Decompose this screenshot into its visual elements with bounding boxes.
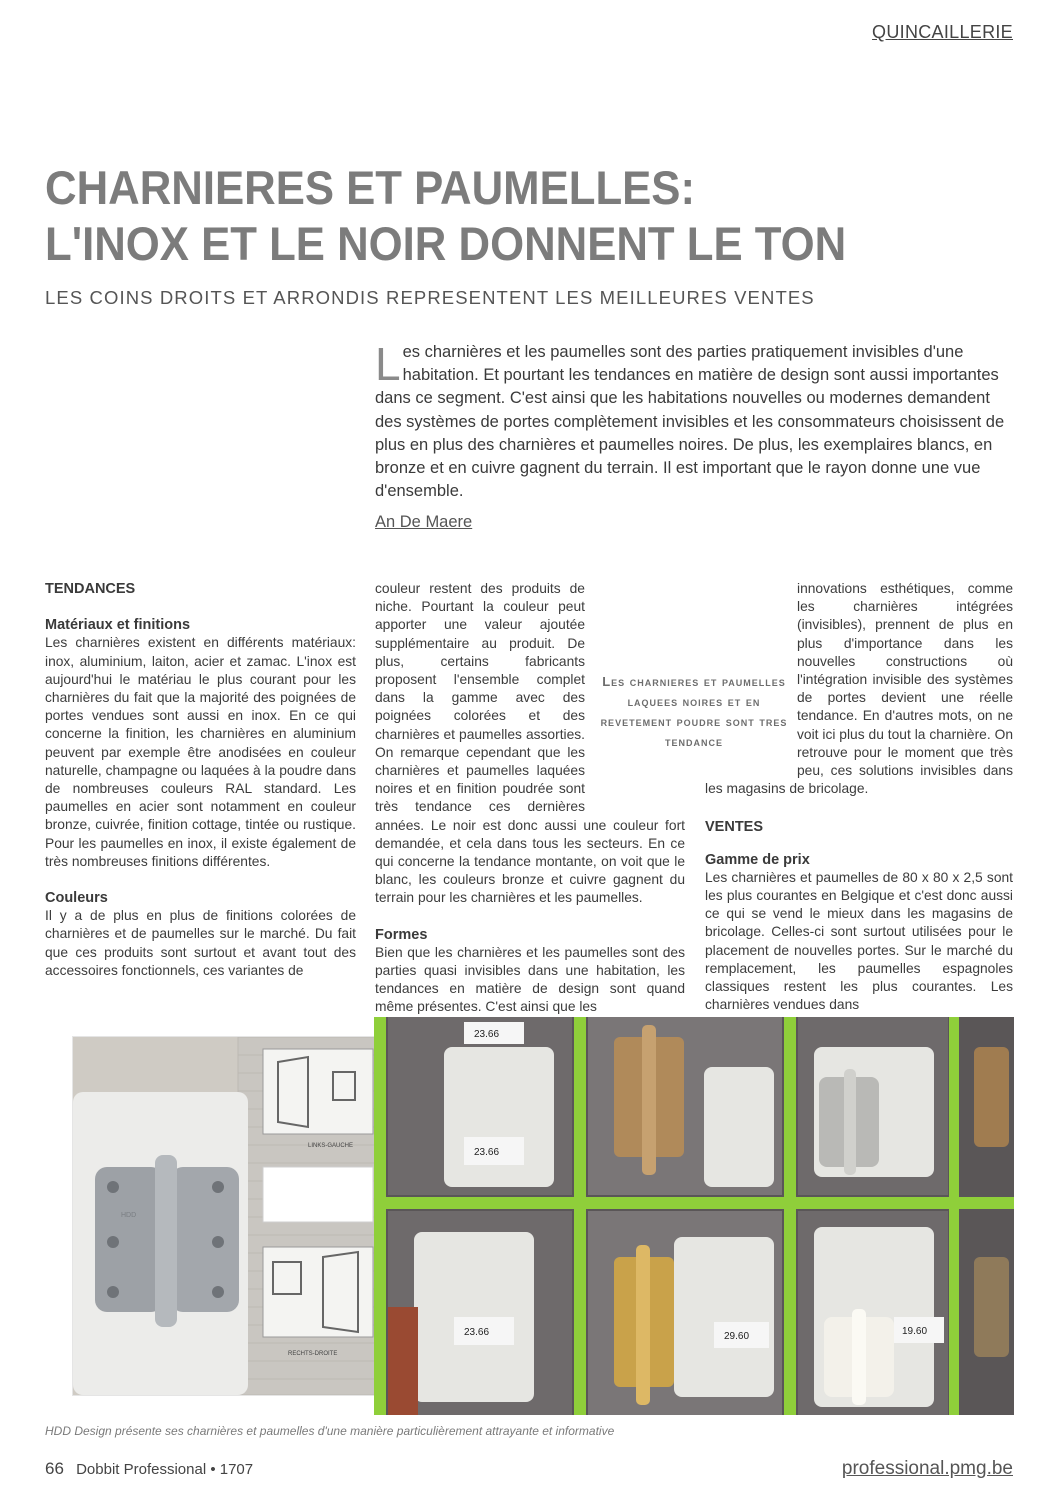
silver-hinge-icon [819, 1069, 879, 1175]
price-tag-5: 19.60 [902, 1326, 928, 1337]
paragraph-gamme-prix: Les charnières et paumelles de 80 x 80 x 2,5 sont les plus courantes en Belgique et c'est donc aussi ce qui se vend le mieux dans les magasins de bricolage. Celles-ci sont surtout utilisées pour le placement de nouvelles portes. Sur le marché du remplacement, les paumelles espagnoles classiques restent les plus courantes. Les charnières vendues dans [705, 869, 1013, 1013]
pull-quote: Les charnieres et paumelles laquees noires et en revetement poudre sont tres tendance [600, 674, 788, 749]
website-link[interactable]: professional.pmg.be [841, 1458, 1013, 1479]
paragraph-materiaux: Les charnières existent en différents matériaux: inox, aluminium, laiton, acier et zamac. L'inox est aujourd'hui le matériau le plus courant pour les charnières du fait que la majorité des poignées de portes vendues sont aussi en inox. En ce qui concerne la finition, les charnières en aluminium peuvent par exemple être anodisées en couleur naturelle, champagne ou laquées à la poudre dans de nombreuses couleurs RAL standard. Les paumelles en acier sont notamment en couleur bronze, cuivrée, finition cottage, tintée ou rustique. Pour les paumelles en inox, il existe également de très nombreuses finitions différentes. [45, 635, 356, 869]
column-1 [45, 580, 356, 980]
subheading-formes: Formes [375, 926, 428, 943]
publication-name: Dobbit Professional • 1707 [76, 1461, 254, 1478]
photo-hinge-display [72, 1036, 384, 1396]
title-line-2: L'INOX ET LE NOIR DONNENT LE TON [45, 217, 847, 270]
hinge-brand: HDD [121, 1212, 137, 1219]
bronze-hinge-icon [614, 1025, 684, 1175]
author-link[interactable]: An De Maere [375, 513, 473, 531]
price-label-blank [263, 1167, 373, 1222]
dropcap: L [375, 338, 401, 390]
price-tag-2: 23.66 [474, 1147, 500, 1158]
price-tag-4: 29.60 [724, 1331, 750, 1342]
subheading-materiaux: Matériaux et finitions [45, 617, 191, 634]
copper-hinge-icon [388, 1307, 418, 1415]
price-tag-3: 23.66 [464, 1327, 490, 1338]
page-title [45, 160, 938, 272]
subheading-couleurs: Couleurs [45, 890, 108, 907]
paragraph-couleur-suite: couleur restent des produits de niche. Pourtant la couleur peut apporter une valeur ajoutée supplémentaire au produit. De plus, certains fabricants proposent l'ensemble complet dans la gamme avec des poignées colorées et des charnières et paumelles assorties. On remarque cependant que les charnières et paumelles laquées noires et en finition poudrée sont très tendance ces dernières années. Le noir est donc aussi une couleur fort demandée, et cela dans tous les secteurs. En ce qui concerne la tendance montante, on voit que le blanc, les couleurs bronze et cuivre gagnent du terrain pour les charnières et les paumelles. [375, 581, 685, 906]
intro-text: es charnières et les paumelles sont des parties pratiquement invisibles d'une habitation. Et pourtant les tendances en matière de design sont aussi importantes dans ce segment. C'est ainsi que les habitations nouvelles ou modernes demandent des systèmes de portes complètement invisibles et les consommateurs choisissent de plus en plus des charnières et paumelles noires. De plus, les exemplaires blancs, en bronze et en cuivre gagnent du terrain. Il est important que le rayon donne une vue d'ensemble. [375, 343, 1005, 501]
paragraph-couleurs: Il y a de plus en plus de finitions colorées de charnières et de paumelles sur le marché. Du fait que ces produits sont surtout et avant tout des accessoires fonctionnels, ces variantes de [45, 908, 356, 978]
page-number: 66 [45, 1459, 64, 1478]
hinge-display-illustration [73, 1037, 383, 1395]
price-tag-1: 23.66 [474, 1029, 500, 1040]
label-links-gauche: LINKS-GAUCHE [308, 1143, 354, 1149]
paragraph-formes: Bien que les charnières et les paumelles sont des parties quasi invisibles dans une habitation, les tendances en matière de design sont quand même présentes. C'est ainsi que les [375, 944, 685, 1015]
white-hinge-icon [824, 1309, 894, 1405]
section-label[interactable]: QUINCAILLERIE [872, 22, 1013, 42]
hinge-wall-illustration [374, 1017, 1014, 1415]
column-2 [375, 580, 685, 1017]
pullquote-wrap-space-3 [705, 635, 797, 775]
door-diagram-bottom [263, 1247, 373, 1337]
subheading-gamme-prix: Gamme de prix [705, 851, 810, 868]
photo-caption: HDD Design présente ses charnières et paumelles d'une manière particulièrement attrayante et informative [45, 1424, 615, 1438]
section-heading-ventes: VENTES [705, 819, 764, 836]
paragraph-innovations: innovations esthétiques, comme les charnières intégrées (invisibles), prennent de plus en plus d'importance dans les nouvelles constructions où l'intégration invisible des systèmes de portes devient une réelle tendance. En d'autres mots, on ne voit ici plus du tout la charnière. On retrouve pour le moment que très peu, ces solutions invisibles dans les magasins de bricolage. [705, 581, 1013, 797]
photo-hinge-wall [374, 1017, 1014, 1415]
intro-paragraph [375, 338, 1010, 503]
label-rechts-droite: RECHTS-DROITE [288, 1351, 338, 1357]
subtitle: LES COINS DROITS ET ARRONDIS REPRESENTENT LES MEILLEURES VENTES [45, 287, 815, 308]
column-3 [705, 580, 1013, 1014]
brass-hinge-icon [614, 1245, 674, 1405]
hinge-icon [95, 1155, 239, 1327]
section-heading-tendances: TENDANCES [45, 581, 136, 597]
title-line-1: CHARNIERES ET PAUMELLES: [45, 161, 696, 214]
footer-left [45, 1459, 253, 1479]
